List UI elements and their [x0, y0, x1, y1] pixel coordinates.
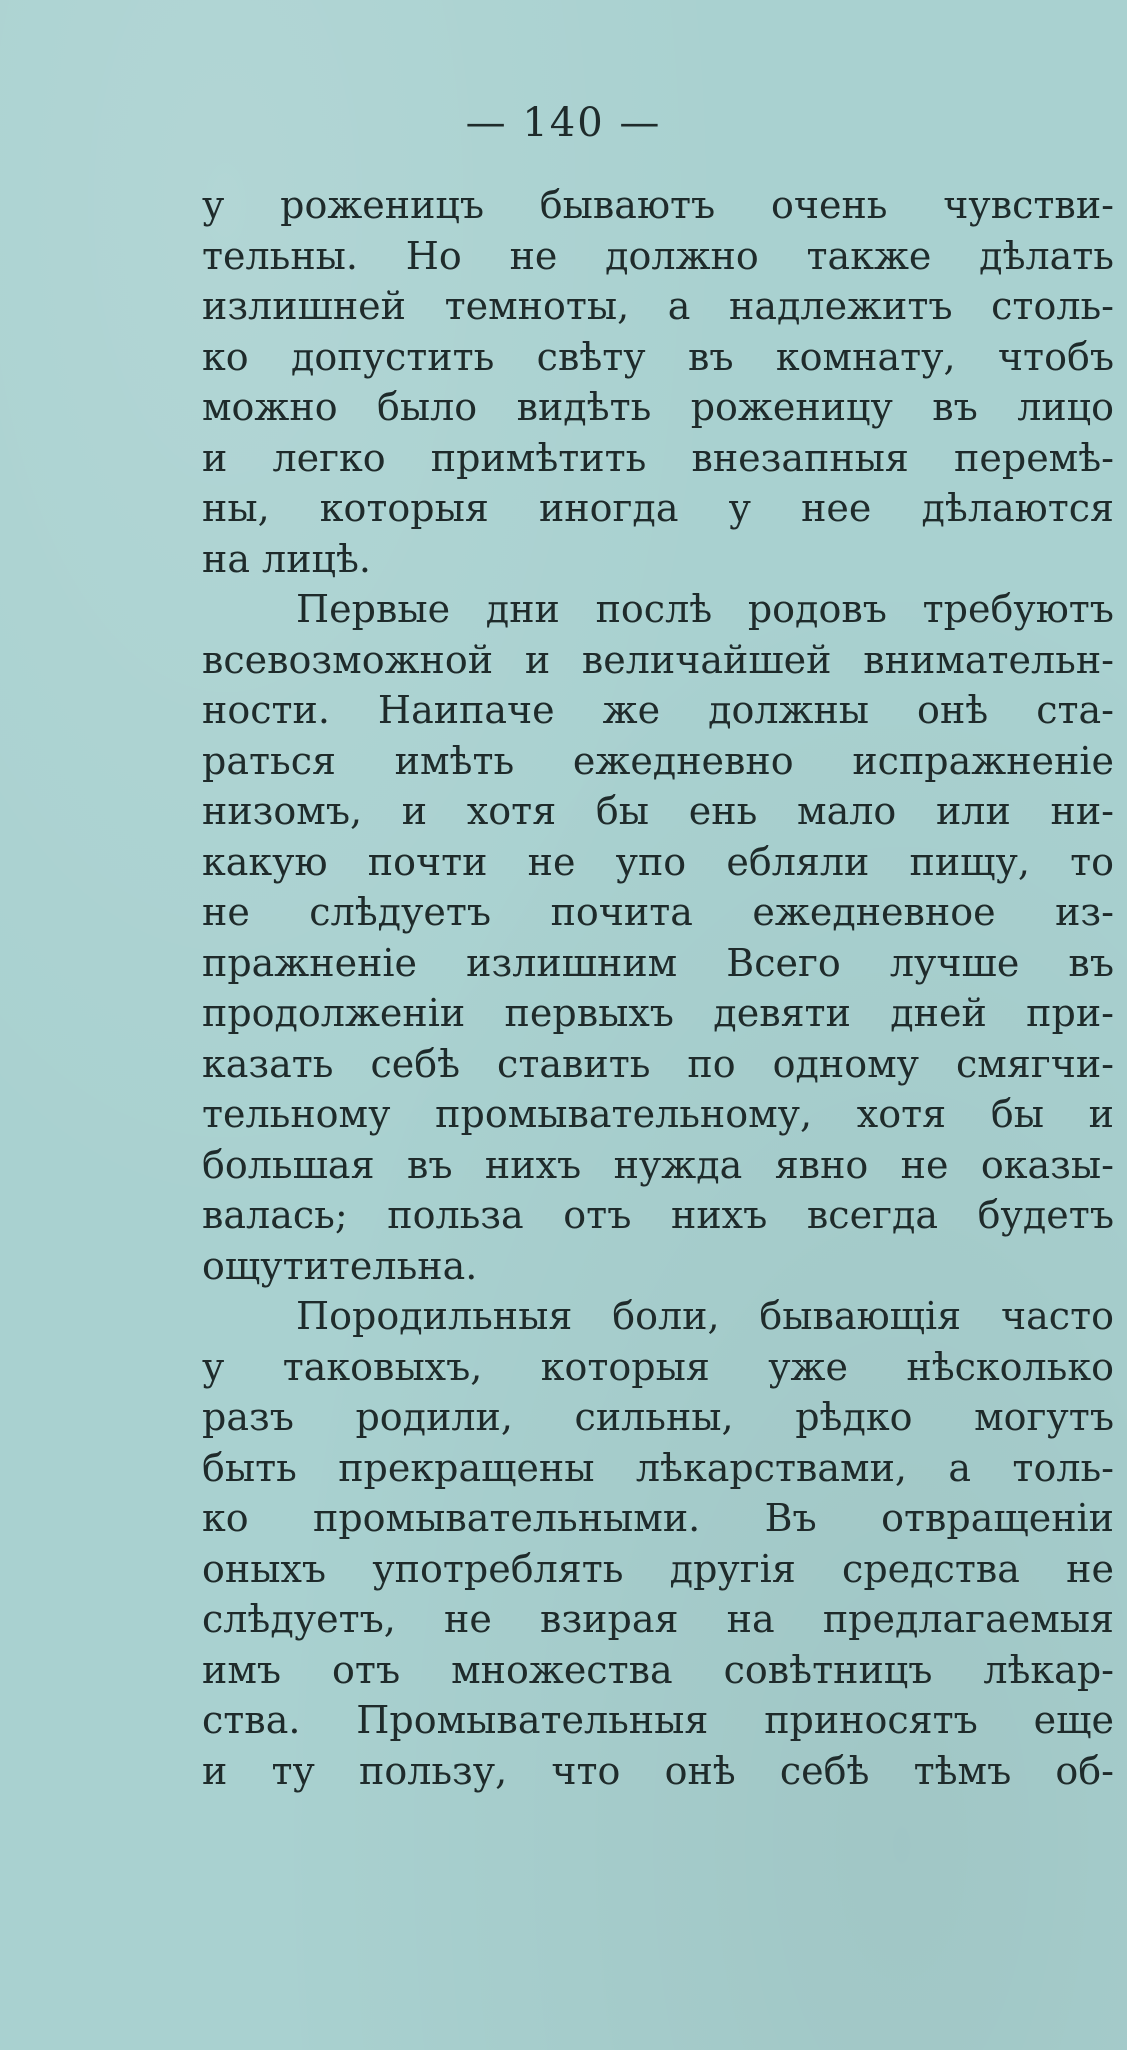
- text-line: имъ отъ множества совѣтницъ лѣкар-: [202, 1647, 1114, 1692]
- text-line: какую почти не упо ебляли пищу, то: [202, 839, 1114, 884]
- text-line: казать себѣ ставить по одному смягчи-: [202, 1041, 1114, 1086]
- text-line: пражненіе излишним Всего лучше въ: [202, 940, 1114, 985]
- text-line: ощутительна.: [202, 1243, 478, 1288]
- paragraph-1: [202, 180, 1114, 584]
- text-line: и ту пользу, что онѣ себѣ тѣмъ об-: [202, 1748, 1114, 1793]
- text-line: быть прекращены лѣкарствами, а толь-: [202, 1445, 1114, 1490]
- text-line: большая въ нихъ нужда явно не оказы-: [202, 1142, 1114, 1187]
- text-line: на лицѣ.: [202, 536, 371, 581]
- text-line: продолженіи первыхъ девяти дней при-: [202, 991, 1114, 1035]
- text-line: разъ родили, сильны, рѣдко могутъ: [202, 1395, 1114, 1439]
- text-line: тельному промывательному, хотя бы и: [202, 1092, 1114, 1136]
- text-line: можно было видѣть роженицу въ лицо: [202, 385, 1114, 429]
- text-line: слѣдуетъ, не взирая на предлагаемыя: [202, 1597, 1114, 1641]
- text-line: раться имѣть ежедневно испражненіе: [202, 738, 1114, 783]
- text-line: Породильныя боли, бывающія часто: [296, 1294, 1114, 1338]
- text-line: и легко примѣтить внезапныя перемѣ-: [202, 435, 1114, 480]
- text-line: низомъ, и хотя бы ень мало или ни-: [202, 789, 1114, 833]
- text-line: не слѣдуетъ почита ежедневное из-: [202, 890, 1114, 934]
- text-line: ны, которыя иногда у нее дѣлаются: [202, 486, 1114, 530]
- paragraph-3: [202, 1291, 1114, 1796]
- text-line: ко допустить свѣту въ комнату, чтобъ: [202, 334, 1114, 379]
- text-line: всевозможной и величайшей внимательн-: [202, 637, 1114, 682]
- body-text: [202, 180, 1114, 1796]
- text-line: Первые дни послѣ родовъ требуютъ: [296, 587, 1114, 631]
- text-line: оныхъ употреблять другія средства не: [202, 1546, 1114, 1591]
- text-line: у таковыхъ, которыя уже нѣсколько: [202, 1344, 1114, 1389]
- text-line: ства. Промывательныя приносятъ еще: [202, 1698, 1114, 1742]
- page-number: — 140 —: [465, 100, 662, 146]
- text-line: валась; польза отъ нихъ всегда будетъ: [202, 1193, 1114, 1237]
- text-line: излишней темноты, а надлежитъ столь-: [202, 284, 1114, 328]
- text-line: ности. Наипаче же должны онѣ ста-: [202, 688, 1114, 732]
- text-line: ко промывательными. Въ отвращеніи: [202, 1496, 1114, 1540]
- paragraph-2: [202, 584, 1114, 1291]
- text-line: тельны. Но не должно также дѣлать: [202, 233, 1114, 278]
- text-line: у роженицъ бываютъ очень чувстви-: [202, 183, 1114, 227]
